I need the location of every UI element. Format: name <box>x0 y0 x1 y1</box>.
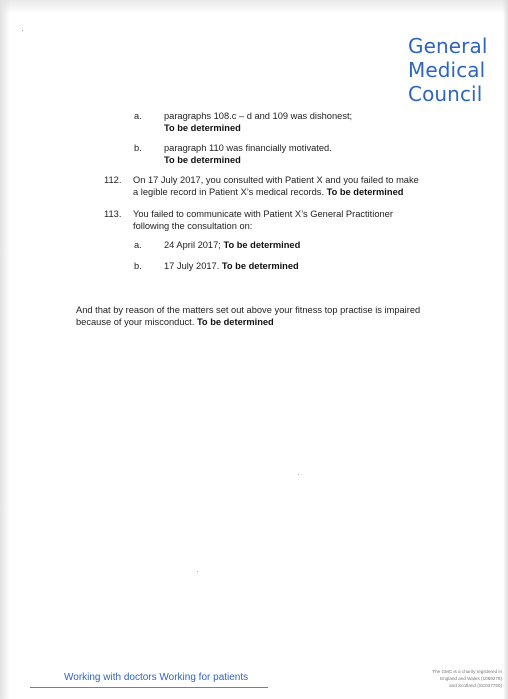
paragraph-112-line2-wrapper <box>133 186 403 198</box>
item-a-text: paragraphs 108.c – d and 109 was dishonest; <box>164 111 353 121</box>
footer-registration <box>402 668 502 689</box>
footer-reg-line3: and Scotland (SC037750) <box>449 683 502 688</box>
paragraph-113-line1: You failed to communicate with Patient X’s General Practitioner <box>133 209 393 219</box>
gmc-logo <box>408 34 488 106</box>
conclusion-line1: And that by reason of the matters set out above your fitness top practise is impaired <box>76 305 421 315</box>
paragraph-113-sub-b-marker: b. <box>134 261 142 271</box>
scan-speck <box>197 571 198 572</box>
paragraph-113-number: 113. <box>104 209 122 219</box>
footer-reg-line2: England and Wales (1089278) <box>440 676 502 681</box>
paragraph-112-number: 112. <box>104 175 122 185</box>
scan-speck <box>22 30 23 31</box>
scan-shadow-left <box>0 0 10 699</box>
paragraph-113-line2: following the consultation on: <box>133 221 253 231</box>
paragraph-113-sub-a-text: 24 April 2017; <box>164 240 221 250</box>
paragraph-112-line1: On 17 July 2017, you consulted with Patient X and you failed to make <box>133 175 419 185</box>
item-b-marker: b. <box>134 143 142 153</box>
paragraph-113-sub-a-marker: a. <box>134 240 142 250</box>
item-a-determination: To be determined <box>164 123 241 133</box>
logo-line-medical: Medical <box>408 58 486 82</box>
item-b-determination: To be determined <box>164 155 241 165</box>
scan-shadow-top <box>0 0 508 14</box>
logo-line-general: General <box>408 34 488 58</box>
conclusion-line2: because of your misconduct. <box>76 317 195 327</box>
paragraph-113-sub-b <box>164 260 299 272</box>
scan-speck <box>298 474 299 475</box>
paragraph-113-sub-a <box>164 239 300 251</box>
paragraph-113-sub-a-determination: To be determined <box>223 240 301 250</box>
logo-line-council: Council <box>408 82 483 106</box>
conclusion-determination: To be determined <box>196 317 274 327</box>
conclusion-line2-wrapper <box>76 316 274 328</box>
footer-rule <box>30 687 268 688</box>
paragraph-112-determination: To be determined <box>326 187 404 197</box>
footer-reg-line1: The GMC is a charity registered in <box>432 669 502 674</box>
item-b-text: paragraph 110 was financially motivated. <box>164 143 332 153</box>
footer-tagline: Working with doctors Working for patients <box>64 672 249 683</box>
paragraph-113-sub-b-determination: To be determined <box>221 261 299 271</box>
item-a-marker: a. <box>134 111 142 121</box>
paragraph-113-sub-b-text: 17 July 2017. <box>164 261 220 271</box>
paragraph-112-line2: a legible record in Patient X’s medical records. <box>133 187 325 197</box>
scan-shadow-right <box>503 0 508 699</box>
